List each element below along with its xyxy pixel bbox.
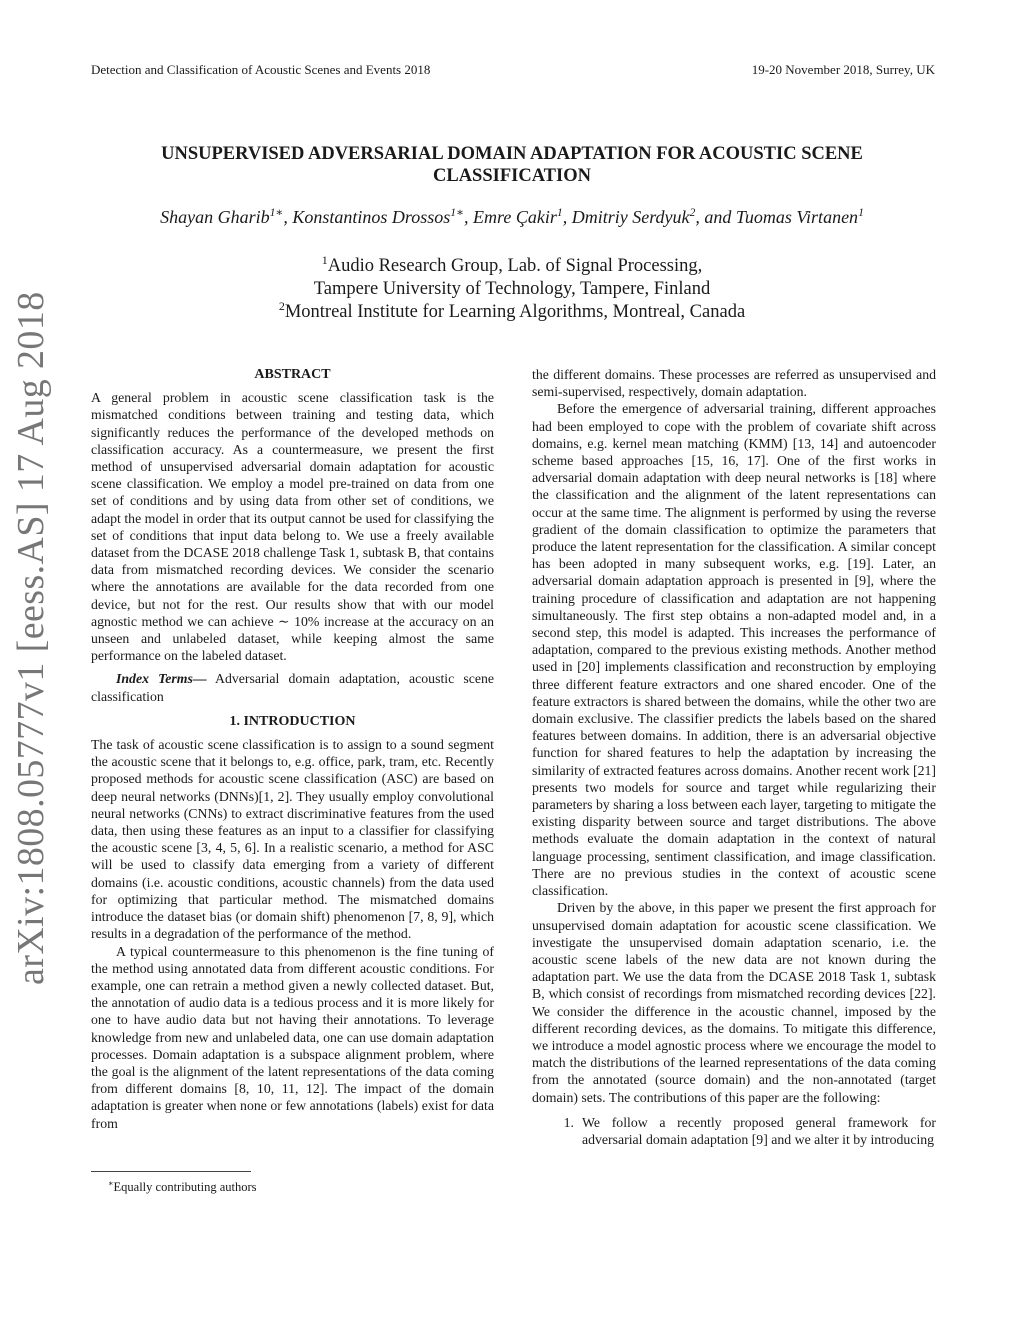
title-line-2: CLASSIFICATION — [433, 166, 591, 186]
arxiv-identifier: arXiv:1808.05777v1 [eess.AS] 17 Aug 2018 — [10, 291, 52, 985]
right-paragraph-1: Before the emergence of adversarial training, different approaches had been employed to cope with the problem of covariate shift across domains, e.g. kernel mean matching (KMM) [13, 14] and autoencoder scheme based approaches [15, 16, 17]. One of the first works in adversarial domain adaptation with deep neural networks is [18] where the classification and the alignment of the latent representations can occur at the same time. The alignment is performed by using the reverse gradient of the domain classification to optimize the parameters that produce the latent representation for the classification. A similar concept has been adopted in many subsequent works, e.g. [19]. Later, an adversarial domain adaptation approach is presented in [9], where the training procedure of classification and adaptation are not happening simultaneously. The first step obtains a non-adapted model and, in a second step, this model is adapted. This increases the performance of adaptation, compared to the previous existing methods. Another method used in [20] implements classification and reconstruction by employing three different feature extractors and one shared encoder. One of the feature extractors is shared between the domains, while the other two are domain exclusive. The classifier predicts the labels based on the shared features between domains. In addition, there is an adversarial objective function for shared features to help the adaptation by increasing the similarity of extracted features across domains. Another recent work [21] presents two models for source and target while regularizing their parameters by sharing a loss between each layer, targeting to mitigate the existing disparity between source and target distributions. The above methods evaluate the domain adaptation in the context of natural language processing, sentiment classification, and image classification. There are no previous studies in the context of acoustic scene classification. — [532, 401, 936, 899]
author-name: , Dmitriy Serdyuk — [562, 207, 690, 227]
author-name: , Emre Çakir — [464, 207, 557, 227]
introduction-heading: 1. INTRODUCTION — [229, 713, 356, 729]
intro-paragraph-2: A typical countermeasure to this phenomenon is the fine tuning of the method using annotated data from different acoustic conditions. For example, one can retrain a method given a newly collected dataset. But, the annotation of audio data is a tedious process and it is more likely for one to have audio data but not having their annotations. To leverage knowledge from new and unlabeled data, one can use domain adaptation processes. Domain adaptation is a subspace alignment problem, where the goal is the alignment of the latent representations of the data coming from different domains [8, 10, 11, 12]. The impact of the domain adaptation is greater when none or few annotations (labels) exist for data from — [91, 943, 494, 1131]
author-mark: 1 — [556, 206, 563, 219]
footnote-text: Equally contributing authors — [113, 1180, 257, 1194]
affiliation-2 — [150, 298, 874, 324]
intro-paragraph-1: The task of acoustic scene classification is to assign to a sound segment the acoustic scene that it belongs to, e.g. office, park, tram, etc. Recently proposed methods for acoustic scene classification (ASC) are based on deep neural networks (DNNs)[1, 2]. They usually employ convolutional neural networks (CNNs) to extract discriminative features from the used data, then using these features as an input to a classifier for classifying the acoustic scene [3, 4, 5, 6]. In a realistic scenario, a method for ASC will be used to classify data emerging from a variety of different domains (i.e. acoustic conditions, acoustic channels) from the data used for optimizing that particular method. The mismatched domains introduce the dataset bias (or domain shift) phenomenon [7, 8, 9], which results in a degradation of the performance of the method. — [91, 737, 494, 942]
paper-title — [100, 143, 924, 187]
abstract-heading: ABSTRACT — [254, 367, 331, 382]
affiliation-1 — [150, 252, 874, 278]
abstract-body: A general problem in acoustic scene classification task is the mismatched conditions between training and testing data, which significantly reduces the performance of the developed methods on classification accuracy. As a countermeasure, we present the first method of unsupervised adversarial domain adaptation for acoustic scene classification. We employ a model pre-trained on data from one set of conditions and by using data from other set of conditions, we adapt the model in order that its output cannot be used for classifying the set of conditions that input data belong to. We use a freely available dataset from the DCASE 2018 challenge Task 1, subtask B, that contains data from mismatched recording devices. We consider the scenario where the annotations are available for the data recorded from one device, but not for the rest. Our results show that with our model agnostic method we can achieve ∼ 10% increase at the accuracy on an unseen and unlabeled dataset, while keeping almost the same performance on the labeled dataset. — [91, 390, 494, 664]
author-mark: 1∗ — [269, 206, 284, 219]
contribution-list-item — [532, 1114, 936, 1148]
affiliations — [150, 252, 874, 324]
list-number: 1. — [563, 1114, 574, 1130]
index-terms-label: Index Terms— — [116, 671, 207, 687]
author-name: , Konstantinos Drossos — [283, 207, 451, 227]
author-name: , and Tuomas Virtanen — [695, 207, 859, 227]
index-terms — [91, 670, 494, 704]
footnote-mark: ∗ — [108, 1178, 114, 1188]
affiliation-mark: 1 — [321, 252, 328, 267]
author-mark: 1∗ — [450, 206, 465, 219]
footnote — [108, 1180, 257, 1195]
author-mark: 1 — [858, 206, 864, 219]
right-column — [532, 366, 936, 1148]
running-header-right: 19-20 November 2018, Surrey, UK — [751, 62, 935, 77]
author-name: Shayan Gharib — [160, 207, 270, 227]
affiliation-text: Montreal Institute for Learning Algorithms, Montreal, Canada — [284, 302, 746, 322]
running-header-left: Detection and Classification of Acoustic Scenes and Events 2018 — [91, 62, 431, 77]
author-list — [60, 207, 964, 228]
list-text: We follow a recently proposed general framework for adversarial domain adaptation [9] and we alter it by introducing — [582, 1114, 936, 1147]
title-line-1: UNSUPERVISED ADVERSARIAL DOMAIN ADAPTATION FOR ACOUSTIC SCENE — [161, 144, 863, 164]
author-mark: 2 — [689, 206, 696, 219]
footnote-divider — [91, 1171, 251, 1172]
right-paragraph-2: Driven by the above, in this paper we present the first approach for unsupervised domain adaptation for acoustic scene classification. We investigate the unsupervised domain adaptation scenario, i.e. the acoustic scene labels of the new data are not known during the adaptation part. We use the data from the DCASE 2018 Task 1, subtask B, which consist of recordings from mismatched recording devices [22]. We consider the difference in the acoustic channel, imposed by the different recording devices, as the domains. To mitigate this difference, we introduce a model agnostic process where we encourage the model to match the distributions of the learned representations of the data coming from the annotated (source domain) and the non-annotated (target domain) sets. The contributions of this paper are the following: — [532, 900, 936, 1105]
right-paragraph-0: the different domains. These processes are referred as unsupervised and semi-supervised, respectively, domain adaptation. — [532, 367, 936, 400]
affiliation-text: Audio Research Group, Lab. of Signal Processing, — [327, 256, 703, 276]
index-terms-text: Adversarial domain adaptation, acoustic scene classification — [91, 671, 494, 704]
affiliation-1-cont: Tampere University of Technology, Tampere, Finland — [313, 279, 711, 299]
left-column — [91, 366, 494, 1132]
affiliation-mark: 2 — [278, 298, 285, 313]
